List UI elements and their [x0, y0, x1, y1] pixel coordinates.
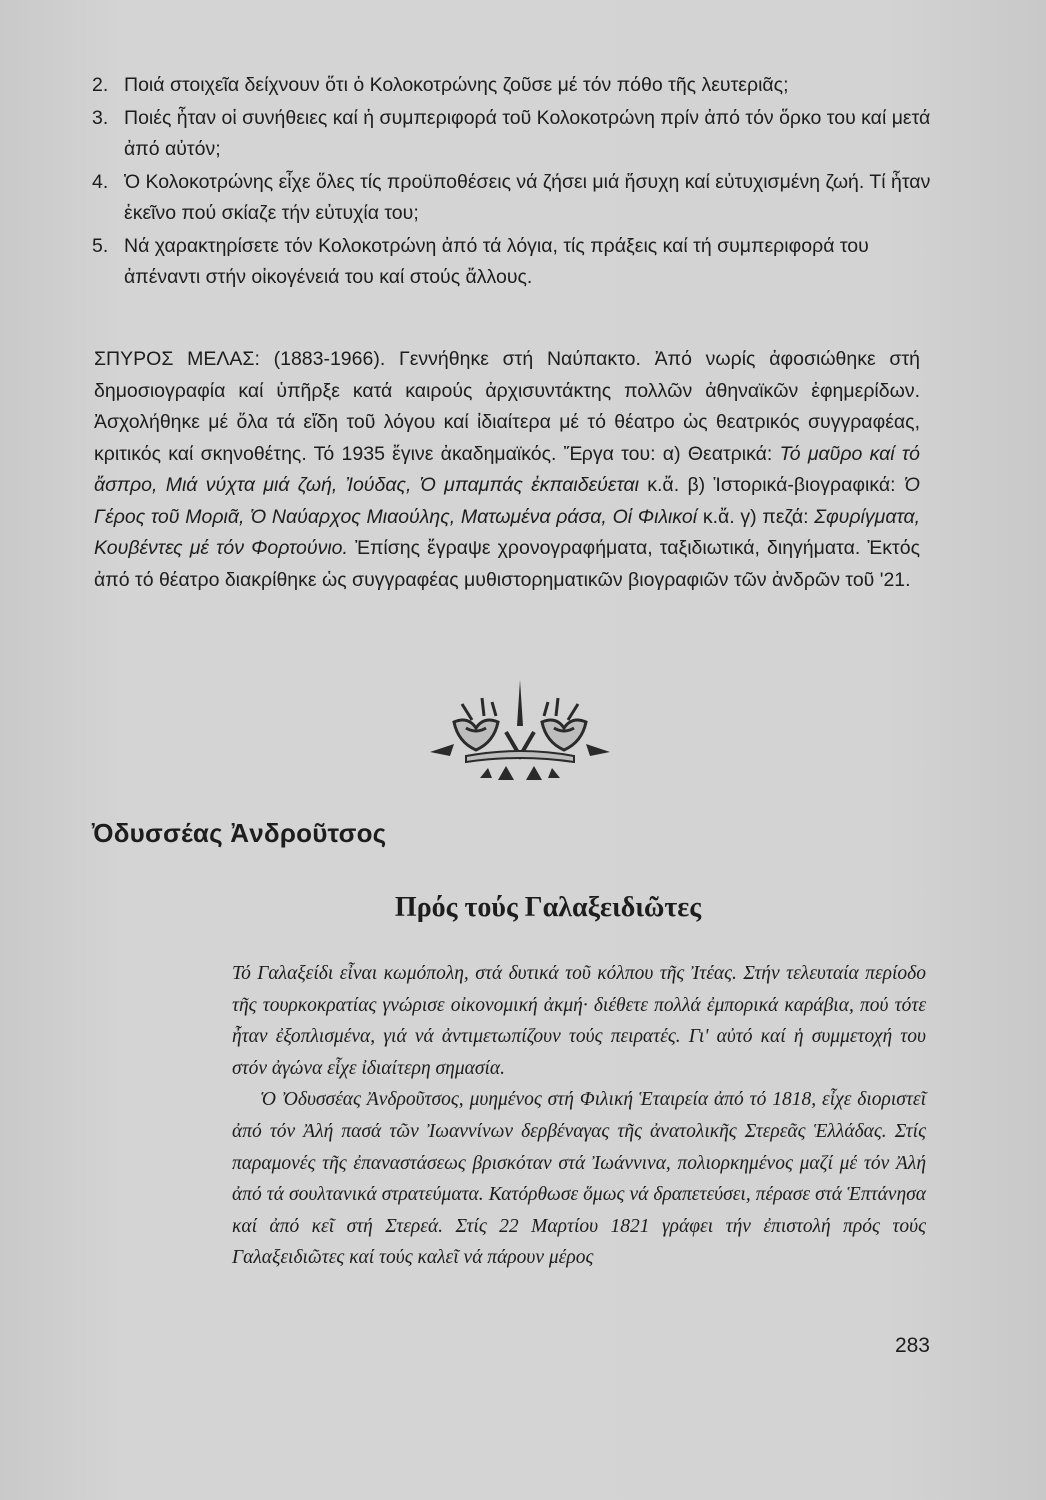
section-title: Πρός τούς Γαλαξειδιῶτες — [394, 892, 702, 923]
section-author-heading: Ὀδυσσέας Ἀνδροῦτσος — [92, 818, 387, 848]
question-number: 2. — [92, 74, 109, 96]
question-item — [92, 231, 932, 293]
bio-works-theatrical: Τό μαῦρο καί τό ἄσπρο, Μιά νύχτα μιά ζωή, Ἰούδας, Ὁ μπαμπάς ἐκπαιδεύεται — [94, 442, 921, 496]
question-number: 5. — [92, 235, 109, 257]
question-number: 4. — [92, 171, 109, 193]
intro-paragraph: Τό Γαλαξείδι εἶναι κωμόπολη, στά δυτικά τοῦ κόλπου τῆς Ἰτέας. Στήν τελευταία περίοδο τῆς τουρκοκρατίας γνώρισε οἰκονομική ἀκμή· διέθετε πολλά ἐμπορικά καράβια, πού τότε ἦταν ἐξοπλισμένα, γιά νά ἀντιμετωπίζουν τούς πειρατές. Γι' αὐτό καί ἡ συμμετοχή του στόν ἀγώνα εἶχε ἰδιαίτερη σημασία. — [232, 963, 926, 1079]
bio-works-historical: Ὁ Γέρος τοῦ Μοριᾶ, Ὁ Ναύαρχος Μιαούλης, Ματωμένα ράσα, Οἱ Φιλικοί — [94, 474, 920, 528]
question-item — [92, 167, 932, 229]
question-item — [92, 103, 932, 165]
intro-text — [232, 958, 926, 1274]
intro-paragraph: Ὁ Ὀδυσσέας Ἀνδροῦτσος, μυημένος στή Φιλική Ἑταιρεία ἀπό τό 1818, εἶχε διοριστεῖ ἀπό τόν Ἀλή πασά τῶν Ἰωαννίνων δερβέναγας τῆς ἀνατολικῆς Στερεᾶς Ἑλλάδας. Στίς παραμονές τῆς ἐπαναστάσεως βρισκόταν στά Ἰωάννινα, πολιορκημένος μαζί μέ τόν Ἀλή ἀπό τά σουλτανικά στρατεύματα. Κατόρθωσε ὅμως νά δραπετεύσει, πέρασε στά Ἑπτάνησα καί ἀπό κεῖ στή Στερεά. Στίς 22 Μαρτίου 1821 γράφει τήν ἐπιστολή πρός τούς Γαλαξειδιῶτες καί τούς καλεῖ νά πάρουν μέρος — [232, 1089, 926, 1269]
question-number: 3. — [92, 107, 109, 129]
question-text: Ποιές ἦταν οἱ συνήθειες καί ἡ συμπεριφορά τοῦ Κολοκοτρώνη πρίν ἀπό τόν ὅρκο του καί μετά ἀπό αὐτόν; — [124, 107, 931, 160]
bio-text: κ.ἄ. β) Ἱστορικά-βιογραφικά: — [647, 474, 896, 496]
page-number: 283 — [894, 1334, 930, 1357]
question-text: Ποιά στοιχεῖα δείχνουν ὅτι ὁ Κολοκοτρώνης ζοῦσε μέ τόν πόθο τῆς λευτεριᾶς; — [124, 74, 789, 96]
bio-text: Ἐπίσης ἔγραψε χρονογραφήματα, ταξιδιωτικά, διηγήματα. Ἐκτός ἀπό τό θέατρο διακρίθηκε ὡς συγγραφέας μυθιστορηματικῶν βιογραφιῶν τῶν ἀνδρῶν τοῦ '21. — [94, 537, 920, 591]
question-text: Ὁ Κολοκοτρώνης εἶχε ὅλες τίς προϋποθέσεις νά ζήσει μιά ἥσυχη καί εὐτυχισμένη ζωή. Τί ἦταν ἐκεῖνο πού σκίαζε τήν εὐτυχία του; — [124, 171, 931, 224]
bio-text: ΣΠΥΡΟΣ ΜΕΛΑΣ: (1883-1966). Γεννήθηκε στή Ναύπακτο. Ἀπό νωρίς ἀφοσιώθηκε στή δημοσιογραφία καί ὑπῆρξε κατά καιρούς ἀρχισυντάκτης πολλῶν ἀθηναϊκῶν ἐφημερίδων. Ἀσχολήθηκε μέ ὅλα τά εἴδη τοῦ λόγου καί ἰδιαίτερα μέ τό θέατρο ὡς θεατρικός συγγραφέας, κριτικός καί σκηνοθέτης. Τό 1935 ἔγινε ἀκαδημαϊκός. Ἔργα του: α) Θεατρικά: — [94, 348, 920, 465]
question-list — [92, 70, 932, 295]
author-biography — [94, 344, 920, 596]
bio-text: κ.ἄ. γ) πεζά: — [702, 505, 809, 528]
question-text: Νά χαρακτηρίσετε τόν Κολοκοτρώνη ἀπό τά λόγια, τίς πράξεις καί τή συμπεριφορά του ἀπέναντι στήν οἰκογένειά του καί στούς ἄλλους. — [124, 235, 869, 288]
question-item — [92, 70, 932, 101]
decorative-ornament — [410, 676, 630, 784]
bio-works-prose: Σφυρίγματα, Κουβέντες μέ τόν Φορτούνιο. — [94, 505, 920, 559]
